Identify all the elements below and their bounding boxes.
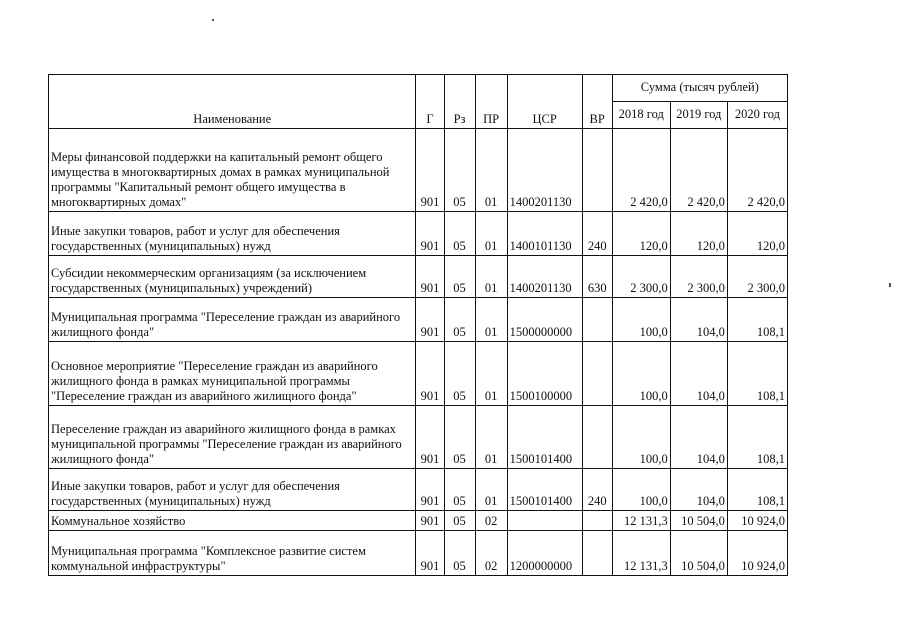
cell-2019: 120,0 <box>670 212 727 256</box>
header-name: Наименование <box>49 75 416 129</box>
cell-name: Муниципальная программа "Комплексное развитие систем коммунальной инфраструктуры" <box>49 531 416 576</box>
header-g: Г <box>416 75 444 129</box>
budget-table-container <box>48 74 788 576</box>
cell-2019: 10 504,0 <box>670 511 727 531</box>
cell-2020: 10 924,0 <box>727 511 787 531</box>
cell-g: 901 <box>416 406 444 469</box>
cell-2018: 100,0 <box>612 406 670 469</box>
cell-rz: 05 <box>444 212 475 256</box>
cell-2019: 104,0 <box>670 406 727 469</box>
cell-2018: 120,0 <box>612 212 670 256</box>
cell-g: 901 <box>416 256 444 298</box>
header-vr: ВР <box>582 75 612 129</box>
cell-name: Переселение граждан из аварийного жилищного фонда в рамках муниципальной программы "Переселение граждан из аварийного жилищного фонда" <box>49 406 416 469</box>
cell-vr <box>582 531 612 576</box>
header-2019: 2019 год <box>670 102 727 129</box>
cell-rz: 05 <box>444 256 475 298</box>
cell-vr <box>582 129 612 212</box>
header-row-top <box>49 75 788 102</box>
cell-csr <box>507 511 582 531</box>
header-pr: ПР <box>475 75 507 129</box>
cell-2019: 104,0 <box>670 469 727 511</box>
cell-name: Меры финансовой поддержки на капитальный ремонт общего имущества в многоквартирных домах в рамках муниципальной программы "Капитальный ремонт общего имущества в многоквартирных домах" <box>49 129 416 212</box>
cell-vr <box>582 511 612 531</box>
cell-pr: 01 <box>475 298 507 342</box>
cell-name: Иные закупки товаров, работ и услуг для обеспечения государственных (муниципальных) нужд <box>49 469 416 511</box>
cell-2020: 108,1 <box>727 469 787 511</box>
scan-speck-top <box>212 19 214 21</box>
cell-pr: 02 <box>475 511 507 531</box>
cell-pr: 01 <box>475 406 507 469</box>
cell-2018: 100,0 <box>612 342 670 406</box>
cell-2018: 100,0 <box>612 469 670 511</box>
header-csr: ЦСР <box>507 75 582 129</box>
table-row <box>49 212 788 256</box>
cell-vr: 240 <box>582 212 612 256</box>
cell-vr <box>582 342 612 406</box>
cell-2020: 120,0 <box>727 212 787 256</box>
cell-vr: 240 <box>582 469 612 511</box>
cell-rz: 05 <box>444 511 475 531</box>
header-sum: Сумма (тысяч рублей) <box>612 75 787 102</box>
cell-2018: 2 300,0 <box>612 256 670 298</box>
cell-g: 901 <box>416 129 444 212</box>
scan-speck-right <box>889 283 891 287</box>
table-row <box>49 256 788 298</box>
cell-g: 901 <box>416 511 444 531</box>
cell-g: 901 <box>416 212 444 256</box>
cell-pr: 01 <box>475 469 507 511</box>
cell-name: Муниципальная программа "Переселение граждан из аварийного жилищного фонда" <box>49 298 416 342</box>
cell-2019: 104,0 <box>670 298 727 342</box>
cell-vr: 630 <box>582 256 612 298</box>
cell-2019: 2 420,0 <box>670 129 727 212</box>
cell-2018: 12 131,3 <box>612 511 670 531</box>
table-row <box>49 469 788 511</box>
cell-g: 901 <box>416 298 444 342</box>
table-header <box>49 75 788 129</box>
cell-2020: 2 300,0 <box>727 256 787 298</box>
cell-2018: 2 420,0 <box>612 129 670 212</box>
table-row <box>49 298 788 342</box>
cell-2018: 12 131,3 <box>612 531 670 576</box>
cell-2019: 2 300,0 <box>670 256 727 298</box>
table-row <box>49 129 788 212</box>
cell-rz: 05 <box>444 406 475 469</box>
cell-name: Коммунальное хозяйство <box>49 511 416 531</box>
cell-rz: 05 <box>444 342 475 406</box>
table-row <box>49 406 788 469</box>
cell-csr: 1400201130 <box>507 129 582 212</box>
cell-csr: 1500000000 <box>507 298 582 342</box>
cell-rz: 05 <box>444 531 475 576</box>
cell-2020: 108,1 <box>727 298 787 342</box>
cell-name: Субсидии некоммерческим организациям (за исключением государственных (муниципальных) учреждений) <box>49 256 416 298</box>
cell-pr: 01 <box>475 256 507 298</box>
budget-table <box>48 74 788 576</box>
cell-pr: 02 <box>475 531 507 576</box>
cell-name: Основное мероприятие "Переселение граждан из аварийного жилищного фонда в рамках муниципальной программы "Переселение граждан из аварийного жилищного фонда" <box>49 342 416 406</box>
cell-2019: 10 504,0 <box>670 531 727 576</box>
cell-2020: 10 924,0 <box>727 531 787 576</box>
cell-csr: 1500100000 <box>507 342 582 406</box>
cell-2020: 108,1 <box>727 342 787 406</box>
cell-2020: 108,1 <box>727 406 787 469</box>
cell-2020: 2 420,0 <box>727 129 787 212</box>
table-row <box>49 511 788 531</box>
cell-2018: 100,0 <box>612 298 670 342</box>
cell-csr: 1400201130 <box>507 256 582 298</box>
cell-name: Иные закупки товаров, работ и услуг для обеспечения государственных (муниципальных) нужд <box>49 212 416 256</box>
cell-rz: 05 <box>444 298 475 342</box>
cell-csr: 1500101400 <box>507 469 582 511</box>
table-row <box>49 531 788 576</box>
table-row <box>49 342 788 406</box>
cell-vr <box>582 298 612 342</box>
cell-2019: 104,0 <box>670 342 727 406</box>
header-2020: 2020 год <box>727 102 787 129</box>
cell-rz: 05 <box>444 129 475 212</box>
cell-rz: 05 <box>444 469 475 511</box>
cell-csr: 1200000000 <box>507 531 582 576</box>
header-rz: Рз <box>444 75 475 129</box>
header-2018: 2018 год <box>612 102 670 129</box>
cell-g: 901 <box>416 469 444 511</box>
cell-pr: 01 <box>475 129 507 212</box>
cell-g: 901 <box>416 531 444 576</box>
cell-pr: 01 <box>475 212 507 256</box>
cell-g: 901 <box>416 342 444 406</box>
table-body <box>49 129 788 576</box>
cell-pr: 01 <box>475 342 507 406</box>
cell-vr <box>582 406 612 469</box>
cell-csr: 1500101400 <box>507 406 582 469</box>
cell-csr: 1400101130 <box>507 212 582 256</box>
